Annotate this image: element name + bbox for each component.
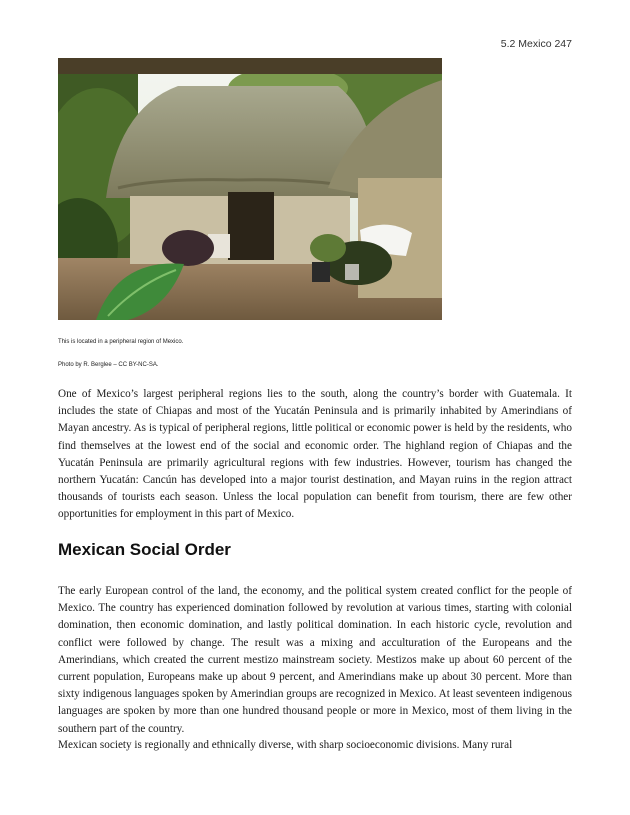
figure-caption: This is located in a peripheral region of Mexico. (58, 339, 184, 345)
thatched-hut-photo (58, 58, 442, 320)
photo-credit: Photo by R. Berglee – CC BY-NC-SA. (58, 362, 159, 368)
paragraph: Mexican society is regionally and ethnically diverse, with sharp socioeconomic divisions. Many rural (58, 739, 513, 751)
section-heading: Mexican Social Order (58, 540, 231, 559)
paragraph: One of Mexico’s largest peripheral regions lies to the south, along the country’s border with Guatemala. It includes the state of Chiapas and most of the Yucatán Peninsula and is primarily inhabited by Amerindians of Mayan ancestry. As is typical of peripheral regions, little political or economic power is held by the residents, who find themselves at the lowest end of the social and economic order. The highland region of Chiapas and the Yucatán Peninsula are primarily agricultural regions with few industries. However, tourism has changed the northern Yucatán: Cancún has developed into a major tourist destination, and Mayan ruins in the region attract thousands of tourists each season. Unless the local population can benefit from tourism, there are few other opportunities for employment in this part of Mexico. (58, 388, 572, 521)
paragraph: The early European control of the land, the economy, and the political system created conflict for the people of Mexico. The country has experienced domination followed by revolution at various times, starting with colonial domination, then economic domination, and lastly political domination. In each historic cycle, revolution and conflict were followed by change. The result was a mixing and acculturation of the Europeans and the Amerindians, which created the current mestizo mainstream society. Mestizos make up about 60 percent of the current population, Europeans make up about 9 percent, and Amerindians make up about 30 percent. More than sixty indigenous languages spoken by Amerindian groups are recognized in Mexico. At least seventeen indigenous languages are spoken by more than one hundred thousand people or more in Mexico, most of them living in the southern part of the country. (58, 585, 572, 735)
running-head: 5.2 Mexico 247 (500, 38, 572, 50)
